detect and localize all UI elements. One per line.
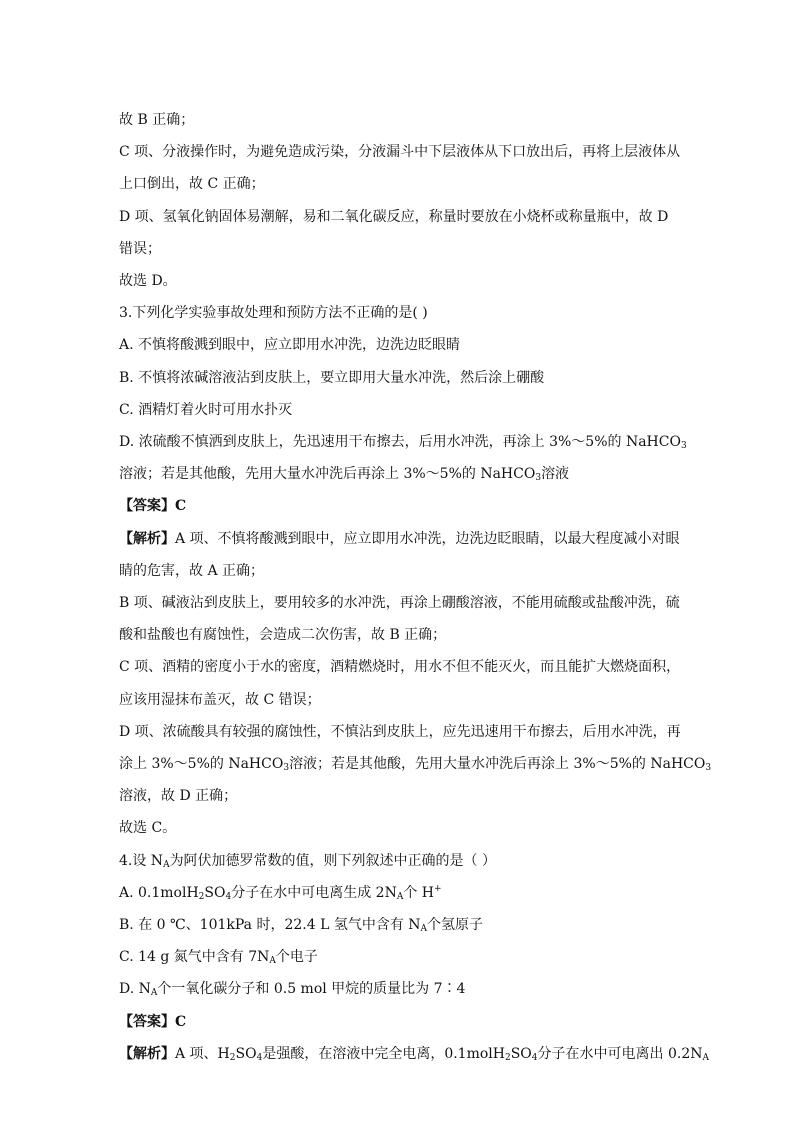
text-line: 【答案】C — [119, 1013, 187, 1030]
text-line: 故选 D。 — [119, 273, 177, 290]
text-line: C. 14 g 氮气中含有 $7N_A$个电子 — [119, 949, 318, 967]
text-line: 错误； — [119, 240, 161, 257]
text-line: B. 在 0 ℃、101kPa 时，22.4 L 氢气中含有 $N_A$个氢原子 — [119, 917, 484, 935]
text-line: 4.设 $N_A$为阿伏加德罗常数的值，则下列叙述中正确的是（ ） — [119, 852, 497, 870]
text-line: 【解析】A 项、不慎将酸溅到眼中，应立即用水冲洗，边洗边眨眼睛，以最大程度减小对眼 — [119, 530, 680, 547]
text-line: D 项、氢氧化钠固体易潮解，易和二氧化碳反应，称量时要放在小烧杯或称量瓶中，故 D — [119, 208, 669, 225]
text-line: D 项、浓硫酸具有较强的腐蚀性，不慎沾到皮肤上，应先迅速用干布擦去，后用水冲洗，再 — [119, 723, 681, 740]
text-line: 应该用湿抹布盖灭，故 C 错误； — [119, 691, 321, 708]
text-line: 【答案】C — [119, 498, 187, 515]
text-line: 上口倒出，故 C 正确； — [119, 176, 265, 193]
text-line: D. 浓硫酸不慎洒到皮肤上，先迅速用干布擦去，后用水冲洗，再涂上 3%～5%的 NaHCO$_3$ — [119, 434, 687, 452]
text-line: 睛的危害，故 A 正确； — [119, 562, 265, 579]
text-line: 溶液；若是其他酸，先用大量水冲洗后再涂上 3%～5%的 NaHCO$_3$溶液 — [119, 466, 570, 484]
text-line: C. 酒精灯着火时可用水扑灭 — [119, 401, 293, 418]
text-line: A. 不慎将酸溅到眼中，应立即用水冲洗，边洗边眨眼睛 — [119, 337, 461, 354]
text-line: B 项、碱液沾到皮肤上，要用较多的水冲洗，再涂上硼酸溶液，不能用硫酸或盐酸冲洗，硫 — [119, 595, 680, 612]
text-line: 涂上 3%～5%的 NaHCO$_3$溶液；若是其他酸，先用大量水冲洗后再涂上 3%～5%的 NaHCO$_3$ — [119, 756, 712, 774]
text-line: 3.下列化学实验事故处理和预防方法不正确的是( ) — [119, 305, 428, 322]
text-line: 故 B 正确； — [119, 112, 195, 128]
text-line: C 项、分液操作时，为避免造成污染，分液漏斗中下层液体从下口放出后，再将上层液体从 — [119, 144, 681, 161]
text-line: D. $N_A$个一氧化碳分子和 0.5 mol 甲烷的质量比为 7∶4 — [119, 981, 466, 999]
text-line: 溶液，故 D 正确； — [119, 788, 238, 805]
text-line: 酸和盐酸也有腐蚀性，会造成二次伤害，故 B 正确； — [119, 627, 447, 644]
text-line: 【解析】A 项、$H_2SO_4$是强酸，在溶液中完全电离，$0.1molH_2SO_4$分子在水中可电离出 $0.2N_A$ — [119, 1045, 709, 1063]
text-line: 故选 C。 — [119, 820, 177, 837]
text-line: B. 不慎将浓碱溶液沾到皮肤上，要立即用大量水冲洗，然后涂上硼酸 — [119, 369, 545, 386]
text-line: C 项、酒精的密度小于水的密度，酒精燃烧时，用水不但不能灭火，而且能扩大燃烧面积， — [119, 659, 681, 676]
document-body — [119, 104, 712, 1070]
text-line: A. $0.1molH_2SO_4$分子在水中可电离生成 $2N_A$个 H+ — [119, 883, 442, 902]
